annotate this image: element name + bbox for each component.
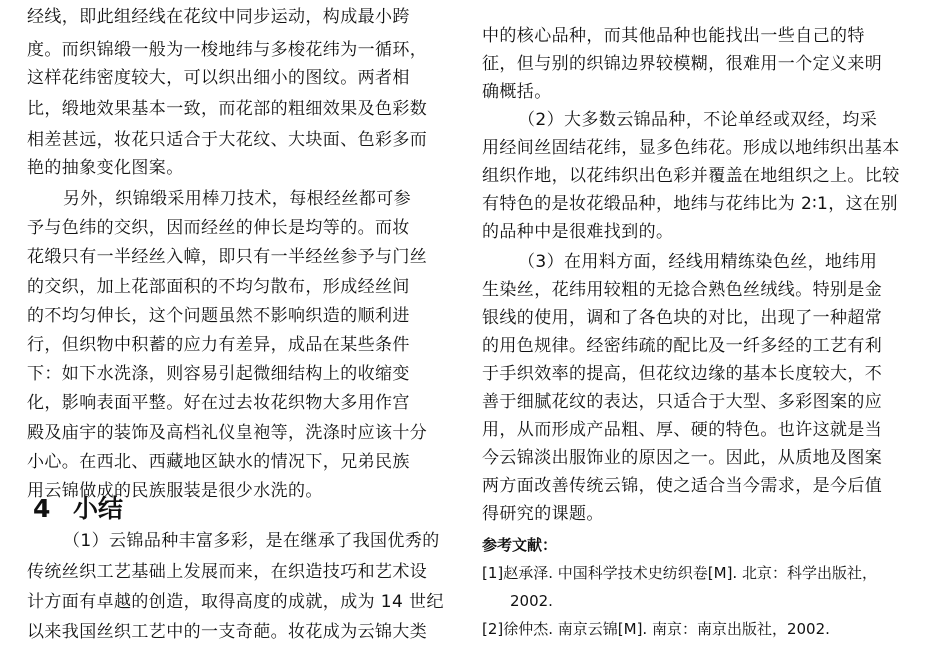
text-line: 以来我国丝织工艺中的一支奇葩。妆花成为云锦大类 (27, 622, 428, 642)
section-title: 小结 (73, 494, 124, 523)
text-line: 化，影响表面平整。好在过去妆花织物大多用作宫 (27, 393, 410, 413)
text-line: 小心。在西北、西藏地区缺水的情况下，兄弟民族 (27, 452, 410, 472)
text-line: 另外，织锦缎采用棒刀技术，每根经丝都可参 (63, 189, 411, 209)
text-line: 的交织，加上花部面积的不均匀散布，形成经丝间 (27, 277, 410, 297)
text-line: 两方面改善传统云锦，使之适合当今需求，是今后值 (482, 476, 883, 496)
text-line: 确概括。 (482, 82, 552, 102)
text-line: 计方面有卓越的创造，取得高度的成就，成为 14 世纪 (27, 592, 444, 612)
text-line: （2）大多数云锦品种，不论单经或双经，均采 (518, 110, 878, 130)
text-line: 的用色规律。经密纬疏的配比及一纤多经的工艺有利 (482, 336, 883, 356)
text-line: 传统丝织工艺基础上发展而来，在织造技巧和艺术设 (27, 562, 428, 582)
text-line: 相差甚远，妆花只适合于大花纹、大块面、色彩多而 (27, 130, 428, 150)
references-title: 参考文献： (482, 536, 558, 554)
text-line: 下：如下水洗涤，则容易引起微细结构上的收缩变 (27, 364, 410, 384)
text-line: 予与色纬的交织，因而经丝的伸长是均等的。而妆 (27, 218, 410, 238)
text-line: 得研究的课题。 (482, 504, 604, 524)
text-line: 用云锦做成的民族服装是很少水洗的。 (27, 481, 323, 501)
text-line: 善于细腻花纹的表达，只适合于大型、多彩图案的应 (482, 392, 883, 412)
text-line: 用经间丝固结花纬，显多色纬花。形成以地纬织出基本 (482, 138, 900, 158)
text-line: 艳的抽象变化图案。 (27, 158, 184, 178)
text-line: 花缎只有一半经丝入幛，即只有一半经丝参予与门丝 (27, 247, 428, 267)
text-line: 殿及庙宇的装饰及高档礼仪皇袍等，洗涤时应该十分 (27, 423, 428, 443)
text-line: 征，但与别的织锦边界较模糊，很难用一个定义来明 (482, 54, 883, 74)
text-line: （1）云锦品种丰富多彩，是在继承了我国优秀的 (63, 531, 440, 551)
text-line: 银线的使用，调和了各色块的对比，出现了一种超常 (482, 308, 883, 328)
text-line: 用，从而形成产品粗、厚、硬的特色。也许这就是当 (482, 420, 883, 440)
text-line: 比，缎地效果基本一致，而花部的粗细效果及色彩数 (27, 99, 428, 119)
text-line: 经线，即此组经线在花纹中同步运动，构成最小跨 (27, 7, 410, 27)
text-line: 中的核心品种，而其他品种也能找出一些自己的特 (482, 26, 865, 46)
text-line: 今云锦淡出服饰业的原因之一。因此，从质地及图案 (482, 448, 883, 468)
text-line: 度。而织锦缎一般为一梭地纬与多梭花纬为一循环， (27, 40, 428, 60)
text-line: 生染丝，花纬用较粗的无捻合熟色丝绒线。特别是金 (482, 280, 883, 300)
reference-item-continuation: 2002. (510, 592, 553, 610)
text-line: 的品种中是很难找到的。 (482, 222, 674, 242)
text-line: 于手织效率的提高，但花纹边缘的基本长度较大，不 (482, 364, 883, 384)
text-line: 行，但织物中积蓄的应力有差异，成品在某些条件 (27, 335, 410, 355)
section-heading (33, 494, 123, 524)
text-line: （3）在用料方面，经线用精练染色丝，地纬用 (518, 252, 878, 272)
section-number: 4 (33, 494, 51, 523)
text-line: 的不均匀伸长，这个问题虽然不影响织造的顺利进 (27, 306, 410, 326)
text-line: 这样花纬密度较大，可以织出细小的图纹。两者相 (27, 68, 410, 88)
text-line: 组织作地，以花纬织出色彩并覆盖在地组织之上。比较 (482, 166, 900, 186)
reference-item: [2]徐仲杰. 南京云锦[M]. 南京：南京出版社，2002. (482, 620, 830, 638)
text-line: 有特色的是妆花缎品种，地纬与花纬比为 2∶1，这在别 (482, 194, 898, 214)
reference-item: [1]赵承泽. 中国科学技术史纺织卷[M]. 北京：科学出版社， (482, 564, 877, 582)
